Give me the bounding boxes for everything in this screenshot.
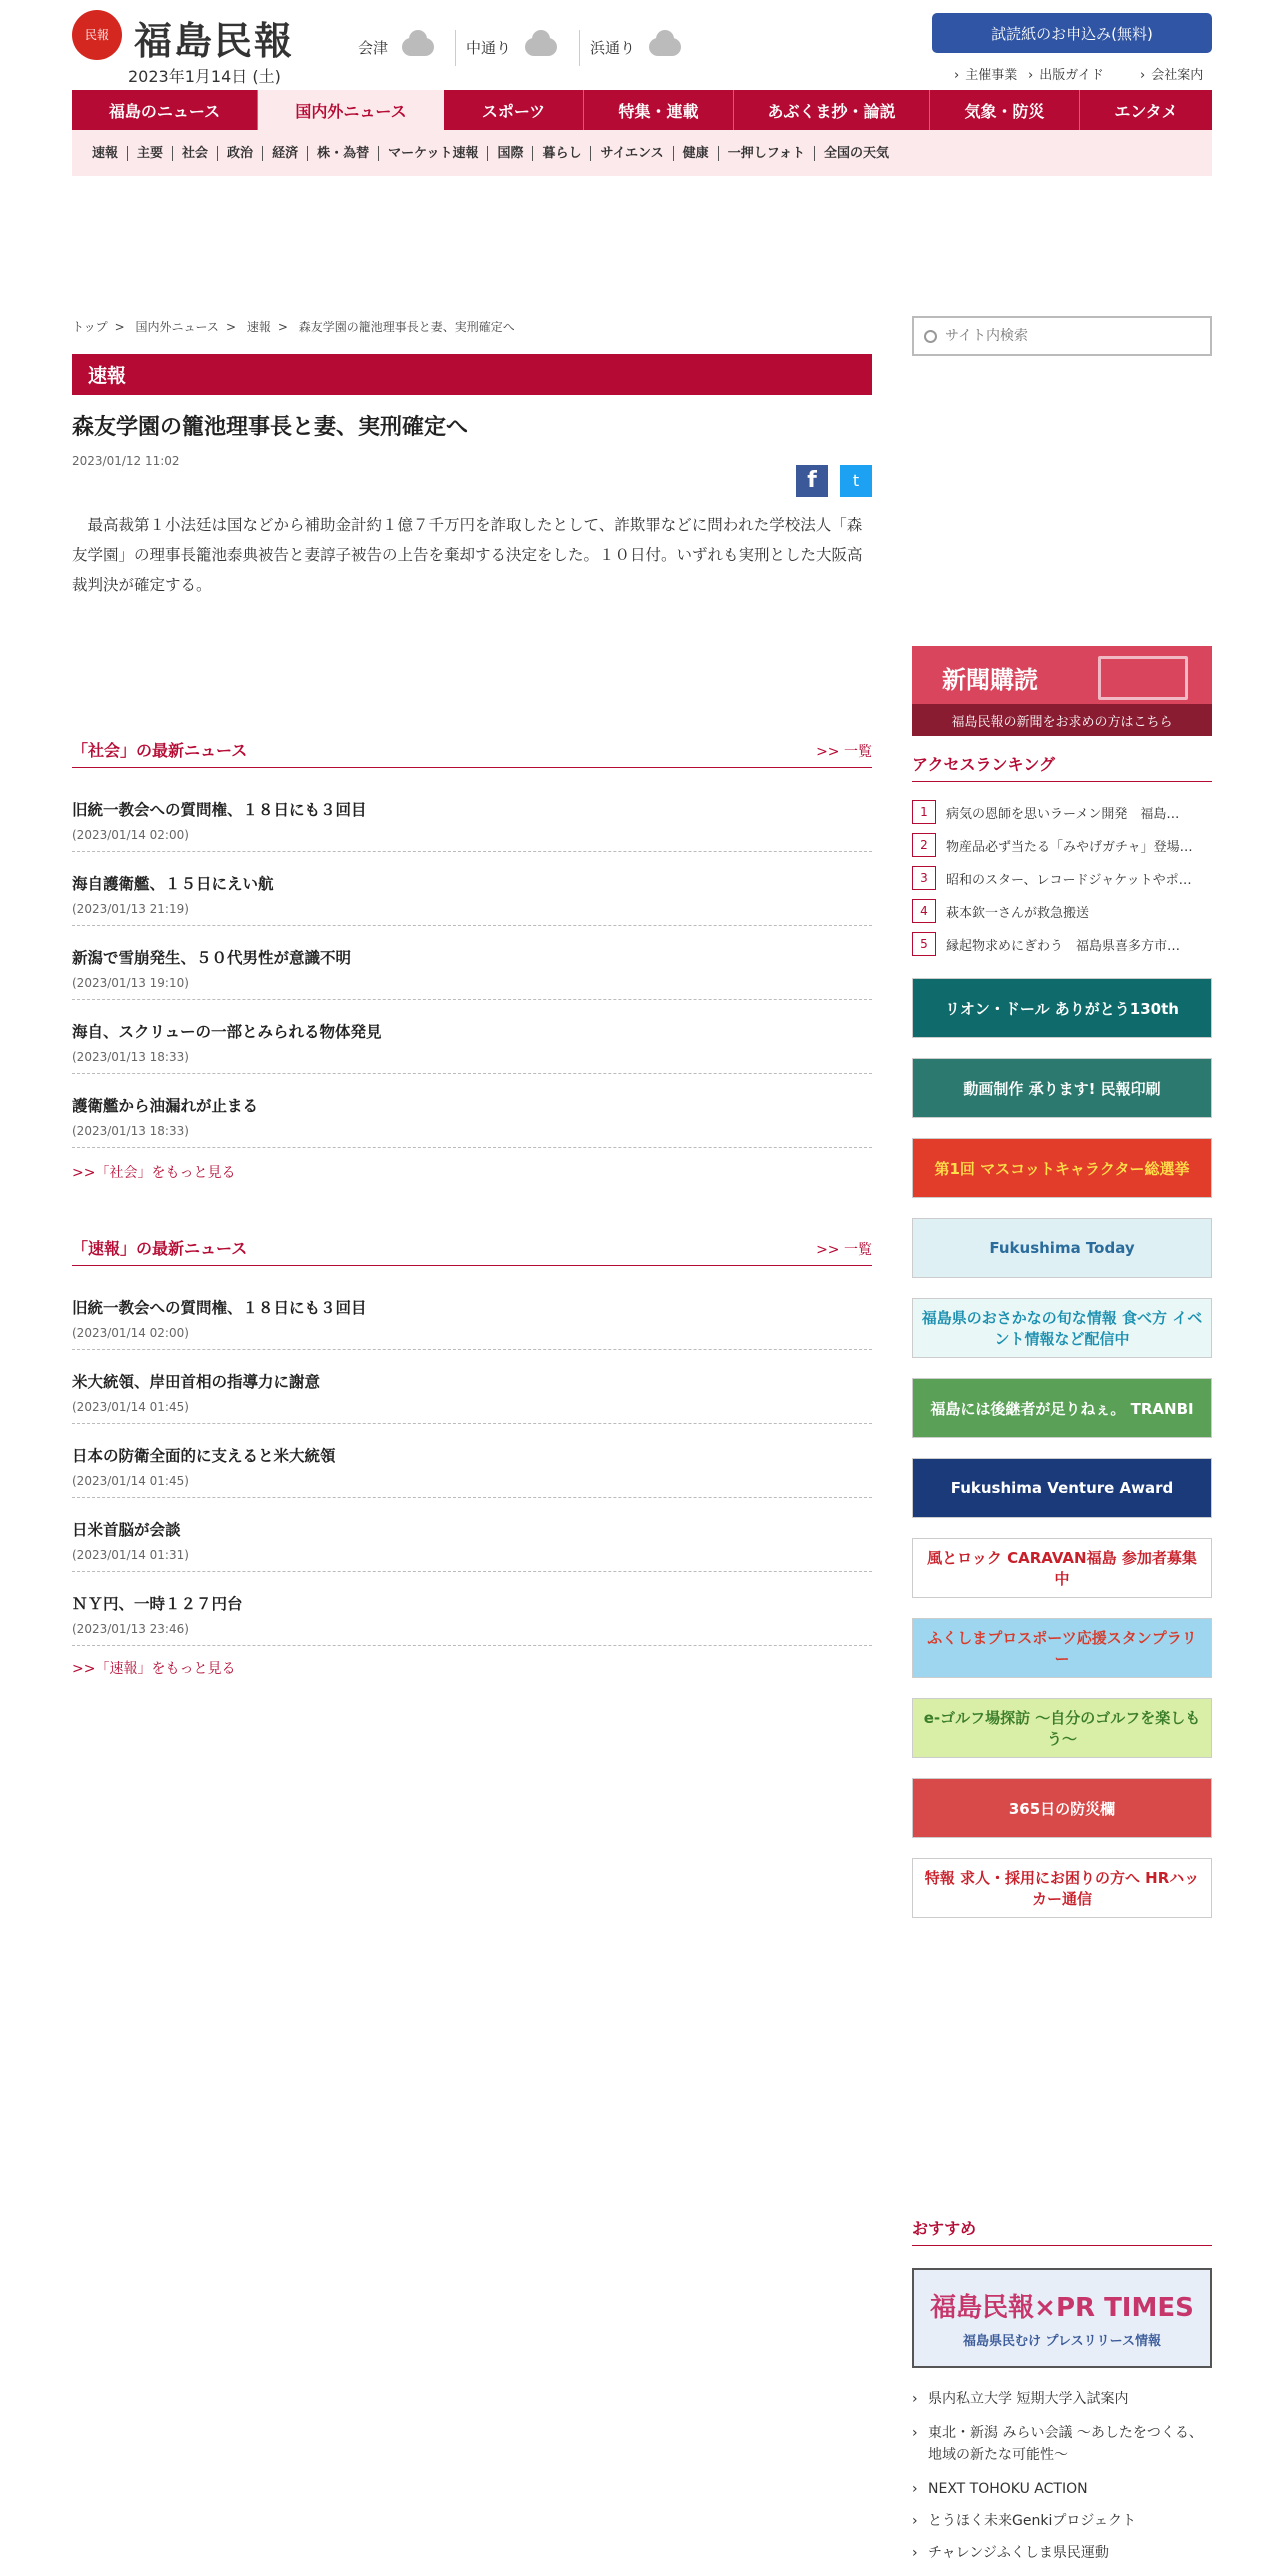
- breadcrumb-separator: >: [225, 320, 236, 334]
- divider: [579, 30, 580, 66]
- newspaper-icon: [1098, 656, 1188, 700]
- sidebar-ad-banner[interactable]: [912, 978, 1212, 1038]
- news-headline[interactable]: 海自護衛艦、１５日にえい航: [72, 875, 274, 893]
- sidebar-ad-banner[interactable]: [912, 1698, 1212, 1758]
- news-headline[interactable]: 米大統領、岸田首相の指導力に謝意: [72, 1373, 321, 1391]
- ranking-item[interactable]: [912, 895, 1212, 927]
- breadcrumb-top[interactable]: トップ: [72, 320, 108, 334]
- news-headline[interactable]: 新潟で雪崩発生、５０代男性が意識不明: [72, 949, 352, 967]
- list-item[interactable]: [72, 1000, 872, 1074]
- recommend-link[interactable]: › 県内私立大学 短期大学入試案内: [912, 2388, 1212, 2410]
- breadcrumb-current: 森友学園の籠池理事長と妻、実刑確定へ: [298, 320, 515, 334]
- subnav-item[interactable]: 全国の天気: [814, 146, 898, 161]
- list-item[interactable]: [72, 926, 872, 1000]
- subnav-item[interactable]: 一押しフォト: [718, 146, 814, 161]
- prtimes-banner[interactable]: [912, 2268, 1212, 2368]
- rank-text[interactable]: 萩本欽一さんが救急搬送: [946, 905, 1090, 921]
- news-date: (2023/01/14 02:00): [72, 828, 189, 842]
- site-search[interactable]: [912, 316, 1212, 356]
- rank-number: 2: [912, 833, 936, 857]
- sidebar-ad-banner[interactable]: [912, 1858, 1212, 1918]
- sidebar-ad-banner[interactable]: [912, 1218, 1212, 1278]
- society-more-link[interactable]: >>「社会」をもっと見る: [72, 1165, 236, 1181]
- divider: [455, 30, 456, 66]
- weather-nakadori[interactable]: [466, 32, 557, 62]
- list-item[interactable]: [72, 1572, 872, 1646]
- list-item[interactable]: [72, 1276, 872, 1350]
- site-logo[interactable]: 福島民報: [134, 18, 295, 63]
- breaking-list-link[interactable]: >> 一覧: [816, 1242, 872, 1258]
- weather-hamadori[interactable]: [590, 32, 681, 62]
- subnav-item[interactable]: 速報: [92, 145, 119, 161]
- society-list-link[interactable]: >> 一覧: [816, 744, 872, 760]
- news-headline[interactable]: 旧統一教会への質問権、１８日にも３回目: [72, 1299, 367, 1317]
- sidebar-ad-banner[interactable]: [912, 1778, 1212, 1838]
- news-date: (2023/01/13 18:33): [72, 1124, 189, 1138]
- banner-text: e-ゴルフ場探訪 ～自分のゴルフを楽しもう～: [923, 1709, 1201, 1748]
- cloud-icon: [649, 38, 681, 56]
- search-input[interactable]: [945, 328, 1185, 344]
- banner-text: 特報 求人・採用にお困りの方へ HRハッカー通信: [924, 1869, 1200, 1908]
- subnav-item[interactable]: 政治: [217, 146, 262, 161]
- article-date: 2023/01/12 11:02: [72, 454, 180, 468]
- rank-text[interactable]: 昭和のスター、レコードジャケットやポ…: [946, 872, 1192, 888]
- banner-text: リオン・ドール ありがとう130th: [945, 999, 1179, 1018]
- news-date: (2023/01/14 01:45): [72, 1474, 189, 1488]
- article-category-bar: 速報: [72, 354, 872, 395]
- nav-entertainment[interactable]: エンタメ: [1114, 101, 1178, 121]
- subscribe-banner[interactable]: [912, 646, 1212, 736]
- news-date: (2023/01/13 18:33): [72, 1050, 189, 1064]
- banner-text: 第1回 マスコットキャラクター総選挙: [934, 1159, 1190, 1178]
- subnav-item[interactable]: 主要: [127, 146, 172, 161]
- news-date: (2023/01/13 23:46): [72, 1622, 189, 1636]
- banner-text: 風とロック CARAVAN福島 参加者募集中: [927, 1549, 1197, 1588]
- article-body: 最高裁第１小法廷は国などから補助金計約１億７千万円を詐取したとして、詐欺罪などに問われた学校法人「森友学園」の理事長籠池泰典被告と妻諄子被告の上告を棄却する決定をした。１０日付。いずれも実刑とした大阪高裁判決が確定する。: [72, 516, 863, 594]
- sidebar-ad-banner[interactable]: [912, 1378, 1212, 1438]
- sidebar-ad-banner[interactable]: [912, 1298, 1212, 1358]
- rank-number: 5: [912, 932, 936, 956]
- current-date: 2023年1月14日 (土): [128, 67, 281, 86]
- rank-number: 1: [912, 800, 936, 824]
- logo-mark[interactable]: 民報: [72, 10, 122, 60]
- subnav-item[interactable]: 暮らし: [532, 146, 590, 161]
- breaking-more-link[interactable]: >>「速報」をもっと見る: [72, 1661, 236, 1677]
- subscribe-subtitle: 福島民報の新聞をお求めの方はこちら: [912, 704, 1212, 736]
- article-title: 森友学園の籠池理事長と妻、実刑確定へ: [72, 415, 469, 440]
- recommend-link[interactable]: › NEXT TOHOKU ACTION: [912, 2478, 1212, 2500]
- sidebar-ad-banner[interactable]: [912, 1138, 1212, 1198]
- recommend-link[interactable]: › 東北・新潟 みらい会議 〜あしたをつくる、地域の新たな可能性〜: [912, 2422, 1212, 2466]
- prtimes-banner-subtitle: 福島県民むけ プレスリリース情報: [963, 2334, 1161, 2349]
- breadcrumb-category[interactable]: 国内外ニュース: [135, 320, 219, 334]
- rank-text[interactable]: 縁起物求めにぎわう 福島県喜多方市…: [946, 938, 1181, 954]
- main-nav: [72, 90, 1212, 130]
- list-item[interactable]: [72, 1350, 872, 1424]
- breadcrumb-separator: >: [114, 320, 125, 334]
- chevron-right-icon: ›: [1028, 68, 1034, 83]
- nav-weather-disaster[interactable]: 気象・防災: [930, 90, 1080, 130]
- list-item[interactable]: [72, 1074, 872, 1148]
- news-headline[interactable]: 護衛艦から油漏れが止まる: [72, 1097, 259, 1115]
- weather-region-label: 浜通り: [590, 38, 636, 57]
- news-headline[interactable]: 日本の防衛全面的に支えると米大統領: [72, 1447, 336, 1465]
- sidebar-ad-banner[interactable]: [912, 1618, 1212, 1678]
- header-link-events[interactable]: › 主催事業: [954, 68, 1018, 83]
- rank-text[interactable]: 病気の恩師を思いラーメン開発 福島…: [946, 806, 1180, 822]
- subnav-item[interactable]: 健康: [673, 146, 718, 161]
- list-item[interactable]: [72, 852, 872, 926]
- ranking-item[interactable]: [912, 829, 1212, 861]
- ranking-item[interactable]: [912, 862, 1212, 894]
- subscribe-title: 新聞購読: [942, 666, 1038, 694]
- header-link-publications[interactable]: › 出版ガイド: [1028, 68, 1104, 83]
- sub-nav: [72, 130, 1212, 176]
- twitter-share-icon[interactable]: t: [840, 465, 872, 497]
- chevron-right-icon: ›: [954, 68, 960, 83]
- subnav-item[interactable]: 経済: [262, 146, 307, 161]
- nav-domestic-international[interactable]: 国内外ニュース: [258, 90, 444, 130]
- chevron-right-icon: ›: [1140, 68, 1146, 83]
- weather-aizu[interactable]: [358, 32, 434, 62]
- breadcrumb-subcategory[interactable]: 速報: [246, 320, 271, 334]
- section-title: 「速報」の最新ニュース: [72, 1239, 248, 1258]
- recommend-title: おすすめ: [912, 2216, 1212, 2246]
- list-item[interactable]: [72, 778, 872, 852]
- trial-subscription-button[interactable]: 試読紙のお申込み(無料): [932, 13, 1212, 53]
- subnav-item[interactable]: マーケット速報: [378, 146, 487, 161]
- news-date: (2023/01/13 21:19): [72, 902, 189, 916]
- list-item[interactable]: [72, 1424, 872, 1498]
- news-headline[interactable]: 海自、スクリューの一部とみられる物体発見: [72, 1023, 382, 1041]
- search-icon: [924, 330, 937, 343]
- news-headline[interactable]: ＮＹ円、一時１２７円台: [72, 1595, 243, 1613]
- weather-region-label: 中通り: [466, 38, 512, 57]
- recommend-link[interactable]: › チャレンジふくしま県民運動: [912, 2542, 1212, 2564]
- nav-sports[interactable]: スポーツ: [444, 90, 584, 130]
- list-item[interactable]: [72, 1498, 872, 1572]
- sidebar-ad-banner[interactable]: [912, 1458, 1212, 1518]
- breaking-news-header: [72, 1236, 872, 1266]
- breadcrumb: [72, 318, 515, 335]
- subnav-item[interactable]: 株・為替: [307, 146, 378, 161]
- banner-text: Fukushima Today: [989, 1239, 1135, 1257]
- banner-text: Fukushima Venture Award: [950, 1479, 1174, 1497]
- news-date: (2023/01/14 01:31): [72, 1548, 189, 1562]
- sidebar-ad-banner[interactable]: [912, 1058, 1212, 1118]
- news-date: (2023/01/14 01:45): [72, 1400, 189, 1414]
- section-title: 「社会」の最新ニュース: [72, 741, 248, 760]
- nav-editorial[interactable]: あぶくま抄・論説: [734, 90, 930, 130]
- rank-text[interactable]: 物産品必ず当たる「みやげガチャ」登場…: [946, 839, 1193, 855]
- rank-number: 3: [912, 866, 936, 890]
- ranking-item[interactable]: [912, 796, 1212, 828]
- news-date: (2023/01/14 02:00): [72, 1326, 189, 1340]
- breadcrumb-separator: >: [277, 320, 288, 334]
- rank-number: 4: [912, 899, 936, 923]
- subnav-item[interactable]: 国際: [487, 146, 532, 161]
- ranking-title: アクセスランキング: [912, 752, 1212, 782]
- nav-features[interactable]: 特集・連載: [584, 90, 734, 130]
- header-link-company[interactable]: › 会社案内: [1140, 68, 1204, 83]
- banner-text: 福島県のおさかなの旬な情報 食べ方 イベント情報など配信中: [921, 1309, 1203, 1348]
- weather-region-label: 会津: [358, 38, 389, 57]
- cloud-icon: [402, 38, 434, 56]
- news-headline[interactable]: 旧統一教会への質問権、１８日にも３回目: [72, 801, 367, 819]
- ranking-item[interactable]: [912, 928, 1212, 960]
- news-headline[interactable]: 日米首脳が会談: [72, 1521, 181, 1539]
- subnav-item[interactable]: 社会: [172, 146, 217, 161]
- cloud-icon: [525, 38, 557, 56]
- news-date: (2023/01/13 19:10): [72, 976, 189, 990]
- banner-text: 365日の防災欄: [1008, 1799, 1116, 1818]
- sidebar-ad-banner[interactable]: [912, 1538, 1212, 1598]
- subnav-item[interactable]: サイエンス: [590, 146, 672, 161]
- prtimes-banner-title: 福島民報×PR TIMES: [930, 2293, 1194, 2323]
- banner-text: ふくしまプロスポーツ応援スタンプラリー: [927, 1629, 1197, 1668]
- nav-fukushima-news[interactable]: 福島のニュース: [72, 90, 258, 130]
- society-news-header: [72, 738, 872, 768]
- recommend-link[interactable]: › とうほく未来Genkiプロジェクト: [912, 2510, 1212, 2532]
- banner-text: 動画制作 承ります! 民報印刷: [963, 1079, 1161, 1098]
- facebook-share-icon[interactable]: f: [796, 465, 828, 497]
- banner-text: 福島には後継者が足りねぇ。 TRANBI: [930, 1399, 1194, 1418]
